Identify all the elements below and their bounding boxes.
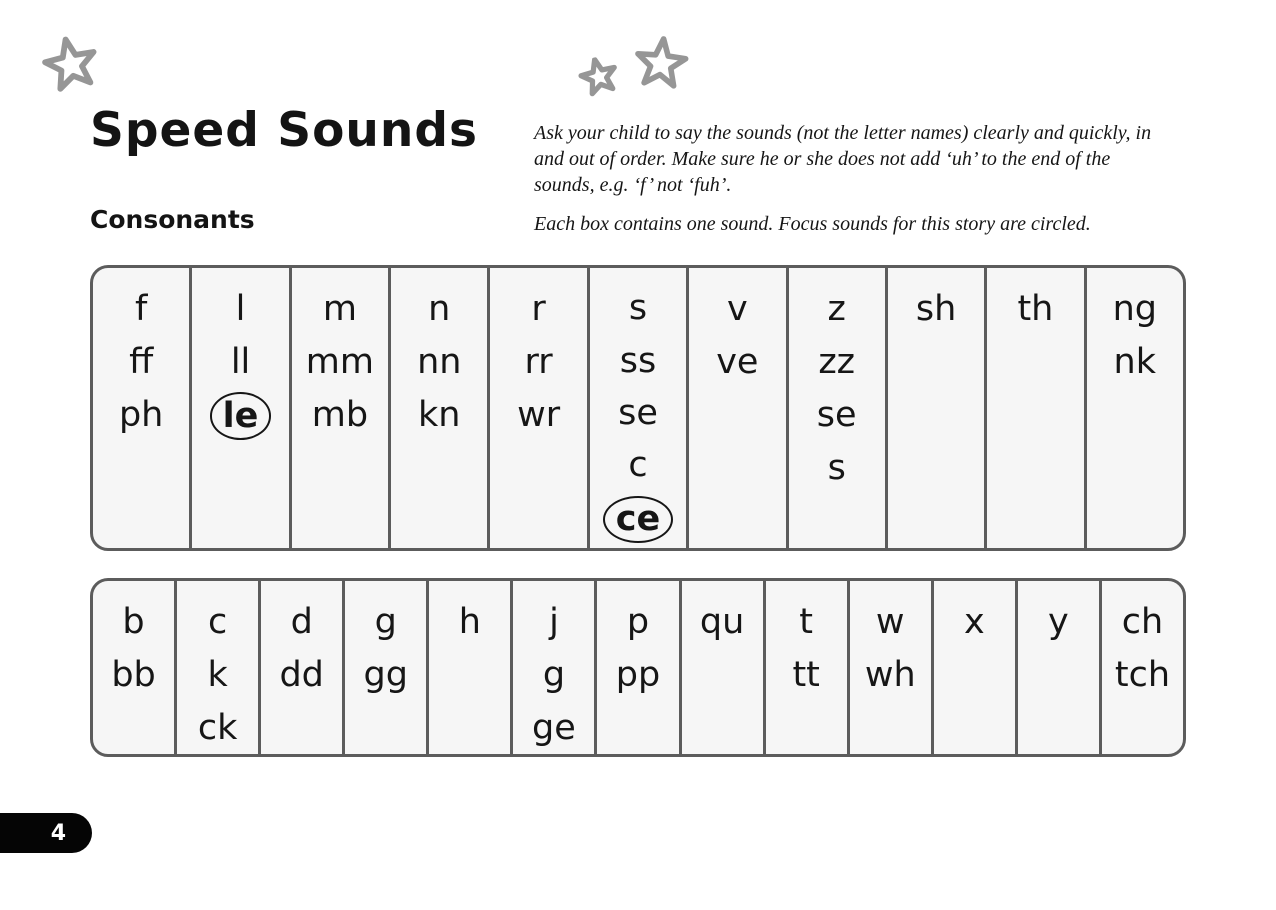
consonant-sounds-table-2: [90, 578, 1186, 757]
sound-grapheme: th: [1017, 288, 1054, 329]
sound-grapheme: r: [531, 288, 546, 329]
sound-grapheme: dd: [279, 654, 324, 695]
sound-grapheme: nk: [1113, 341, 1156, 382]
sound-box: [345, 581, 429, 754]
focus-sound-circled: ce: [603, 496, 674, 543]
sound-grapheme: g: [542, 654, 566, 695]
sound-grapheme: g: [374, 601, 397, 642]
sound-box: [934, 581, 1018, 754]
sound-box: [597, 581, 681, 754]
sound-grapheme: t: [799, 601, 814, 642]
sound-grapheme: v: [726, 288, 748, 329]
sound-grapheme: nn: [417, 341, 462, 382]
sound-grapheme: d: [290, 601, 313, 642]
sound-box: [192, 268, 291, 548]
sound-grapheme: mm: [305, 341, 374, 382]
sound-box: [429, 581, 513, 754]
sound-grapheme: ge: [532, 707, 576, 748]
sound-box: [987, 268, 1086, 548]
sound-box: [888, 268, 987, 548]
sound-grapheme: m: [322, 288, 357, 329]
sound-grapheme: se: [816, 394, 857, 435]
sound-grapheme: ng: [1112, 288, 1157, 329]
sound-grapheme: tch: [1114, 654, 1171, 695]
consonant-sounds-table-1: [90, 265, 1186, 551]
star-icon: [37, 31, 106, 100]
sound-grapheme: wh: [864, 654, 916, 695]
sound-grapheme: tt: [792, 654, 820, 695]
sound-box: [261, 581, 345, 754]
sound-grapheme: se: [618, 392, 658, 433]
sound-grapheme: bb: [111, 654, 156, 695]
sound-box: [689, 268, 788, 548]
sound-grapheme: x: [963, 601, 985, 642]
sound-grapheme: w: [875, 601, 905, 642]
focus-sound-circled: le: [210, 392, 272, 440]
instructions-paragraph: Ask your child to say the sounds (not the letter names) clearly and quickly, in and out of order. Make sure he or she does not add ‘uh’ to the end of the sounds, e.g. ‘f’ not ‘fuh’.: [534, 122, 1152, 196]
sound-grapheme: c: [628, 445, 648, 486]
sound-grapheme: z: [827, 288, 846, 329]
sound-box: [93, 581, 177, 754]
sound-grapheme: l: [235, 288, 246, 329]
sound-grapheme: n: [428, 288, 451, 329]
sound-grapheme: pp: [615, 654, 661, 695]
page-number: 4: [50, 820, 66, 846]
sound-box: [490, 268, 589, 548]
sound-grapheme: gg: [363, 654, 408, 695]
page-number-pill: [0, 813, 92, 853]
sound-box: [177, 581, 261, 754]
sound-grapheme: b: [122, 601, 145, 642]
sound-grapheme: ph: [118, 394, 164, 435]
parent-instructions: [534, 120, 1174, 250]
sound-box: [1087, 268, 1183, 548]
sound-grapheme: s: [628, 288, 648, 329]
page-title: Speed Sounds: [90, 103, 478, 158]
sound-grapheme: ss: [619, 340, 657, 381]
sound-box: [789, 268, 888, 548]
sound-grapheme: rr: [524, 341, 553, 382]
instructions-paragraph: Each box contains one sound. Focus sounds for this story are circled.: [534, 213, 1091, 235]
sound-grapheme: ll: [230, 341, 251, 382]
sound-box: [93, 268, 192, 548]
sound-box: [513, 581, 597, 754]
section-heading: Consonants: [90, 205, 255, 234]
sound-box: [766, 581, 850, 754]
sound-box: [850, 581, 934, 754]
sound-grapheme: h: [458, 601, 481, 642]
sound-grapheme: y: [1048, 601, 1069, 642]
sound-box: [590, 268, 689, 548]
sound-grapheme: k: [207, 654, 228, 695]
star-icon: [575, 53, 623, 101]
sound-box: [391, 268, 490, 548]
sound-grapheme: s: [827, 447, 846, 488]
sound-grapheme: p: [626, 601, 650, 642]
sound-grapheme: kn: [418, 394, 461, 435]
sound-grapheme: f: [135, 288, 148, 329]
sound-box: [682, 581, 766, 754]
sound-box: [1018, 581, 1102, 754]
sound-grapheme: sh: [915, 288, 957, 329]
sound-grapheme: ff: [129, 341, 154, 382]
sound-grapheme: wr: [517, 394, 561, 435]
sound-grapheme: zz: [818, 341, 856, 382]
sound-grapheme: j: [549, 601, 559, 642]
sound-grapheme: ck: [197, 707, 238, 748]
sound-grapheme: c: [207, 601, 228, 642]
sound-grapheme: mb: [311, 394, 369, 435]
sound-grapheme: ch: [1121, 601, 1164, 642]
sound-grapheme: ve: [716, 341, 759, 382]
sound-box: [1102, 581, 1183, 754]
sound-grapheme: qu: [699, 601, 745, 642]
sound-box: [292, 268, 391, 548]
star-icon: [629, 33, 693, 95]
